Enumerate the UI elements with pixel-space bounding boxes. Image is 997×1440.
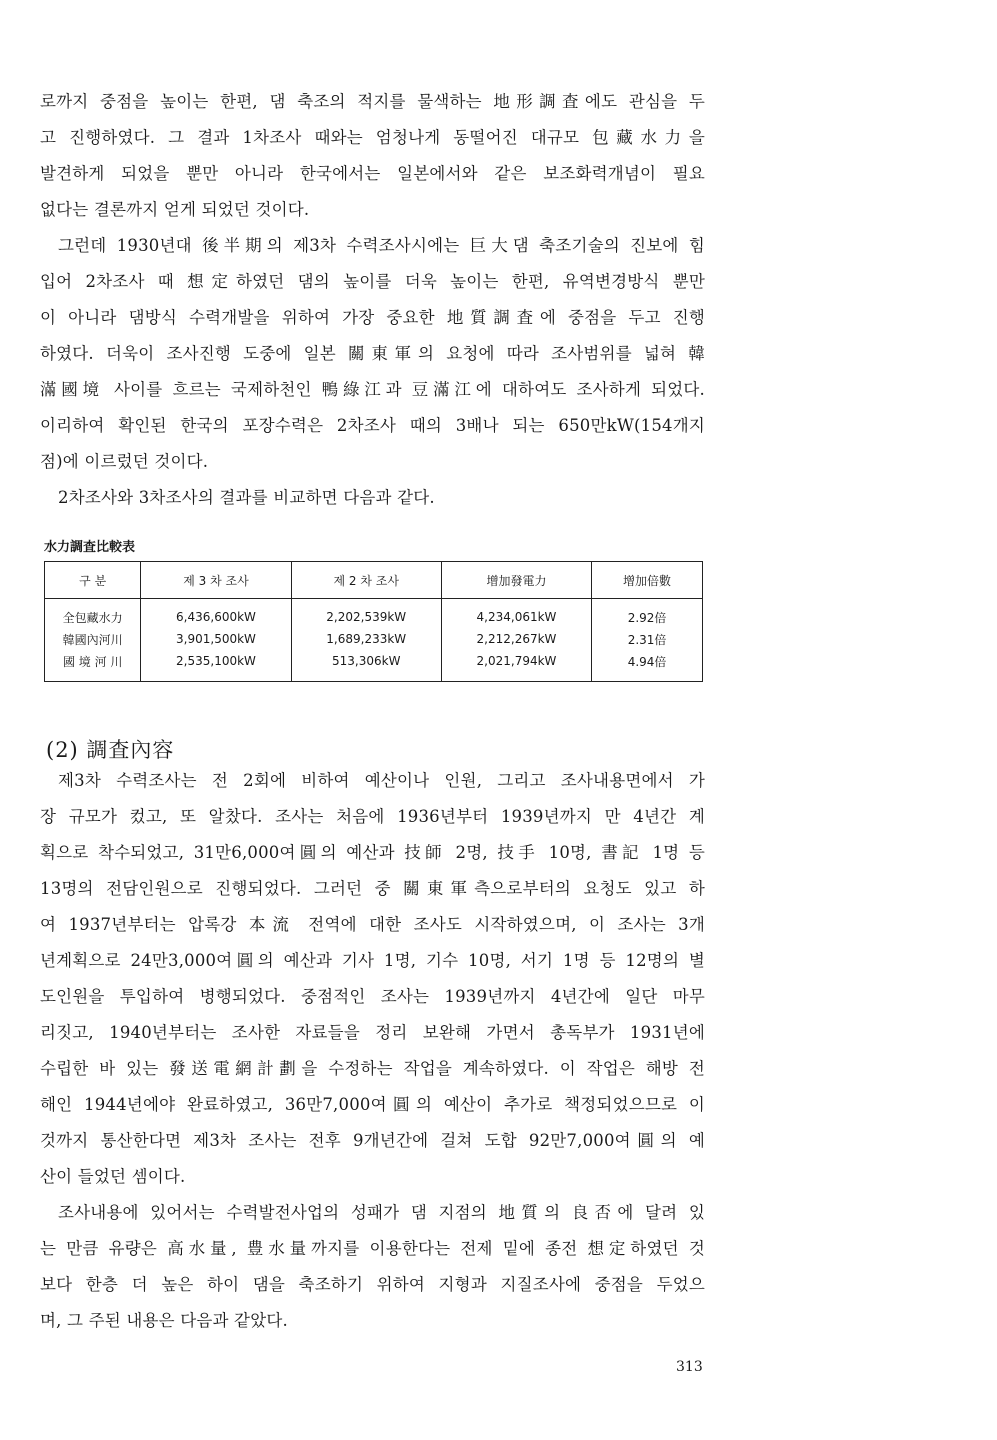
- table-cell: 2,535,100kW: [141, 650, 291, 682]
- hydropower-comparison-table: [44, 561, 703, 682]
- table-cell: 2.31倍: [592, 628, 703, 650]
- text-line: 며, 그 주된 내용은 다음과 같았다.: [40, 1311, 288, 1330]
- text-line: 2차조사와 3차조사의 결과를 비교하면 다음과 같다.: [58, 488, 435, 507]
- table-row: [45, 599, 703, 629]
- column-header: 增加倍數: [592, 562, 703, 599]
- table-caption: 水力調査比較表: [44, 540, 136, 555]
- column-header: 제 2 차 조사: [291, 562, 441, 599]
- text-line: 리짓고, 1940년부터는 조사한 자료들을 정리 보완해 가면서 총독부가 1931년에: [40, 1023, 705, 1042]
- text-line: 년계획으로 24만3,000여圓의 예산과 기사 1명, 기수 10명, 서기 1명 등 12명의 별: [40, 951, 705, 970]
- column-header: 제 3 차 조사: [141, 562, 291, 599]
- text-line: 이리하여 확인된 한국의 포장수력은 2차조사 때의 3배나 되는 650만kW(154개지: [40, 416, 705, 435]
- paragraph-5: [40, 1195, 705, 1339]
- table-cell: 1,689,233kW: [291, 628, 441, 650]
- text-line: 조사내용에 있어서는 수력발전사업의 성패가 댐 지점의 地質의 良否에 달려 있: [58, 1203, 705, 1222]
- table-cell: 3,901,500kW: [141, 628, 291, 650]
- text-line: 산이 들었던 셈이다.: [40, 1167, 186, 1186]
- paragraph-4: [40, 763, 705, 1195]
- table-row: [45, 628, 703, 650]
- text-line: 것까지 통산한다면 제3차 조사는 전후 9개년간에 걸쳐 도합 92만7,000여圓의 예: [40, 1131, 705, 1150]
- column-header: 增加發電力: [441, 562, 591, 599]
- paragraph-3: [40, 480, 705, 516]
- table-cell: 2.92倍: [592, 599, 703, 629]
- text-line: 는 만큼 유량은 高水量, 豊水量까지를 이용한다는 전제 밑에 종전 想定하였던 것: [40, 1239, 705, 1258]
- text-line: 입어 2차조사 때 想定하였던 댐의 높이를 더욱 높이는 한편, 유역변경방식 뿐만: [40, 272, 705, 291]
- text-line: 보다 한층 더 높은 하이 댐을 축조하기 위하여 지형과 지질조사에 중점을 두었으: [40, 1275, 705, 1294]
- text-line: 장 규모가 컸고, 또 알찼다. 조사는 처음에 1936년부터 1939년까지 만 4년간 계: [40, 807, 705, 826]
- column-header: 구 분: [45, 562, 141, 599]
- text-line: 제3차 수력조사는 전 2회에 비하여 예산이나 인원, 그리고 조사내용면에서 가: [58, 771, 705, 790]
- text-line: 로까지 중점을 높이는 한편, 댐 축조의 적지를 물색하는 地形調査에도 관심을 두: [40, 92, 705, 111]
- table-cell: 4.94倍: [592, 650, 703, 682]
- page-number: 313: [676, 1359, 703, 1375]
- table-cell: 國 境 河 川: [45, 650, 141, 682]
- table-cell: 2,021,794kW: [441, 650, 591, 682]
- table-cell: 4,234,061kW: [441, 599, 591, 629]
- text-line: 고 진행하였다. 그 결과 1차조사 때와는 엄청나게 동떨어진 대규모 包藏水力을: [40, 128, 705, 147]
- text-line: 그런데 1930년대 後半期의 제3차 수력조사시에는 巨大댐 축조기술의 진보에 힘: [58, 236, 705, 255]
- table-cell: 2,202,539kW: [291, 599, 441, 629]
- text-line: 점)에 이르렀던 것이다.: [40, 452, 209, 471]
- section-title: (2) 調査內容: [46, 738, 175, 762]
- text-line: 획으로 착수되었고, 31만6,000여圓의 예산과 技師 2명, 技手 10명, 書記 1명 등: [40, 843, 705, 862]
- text-line: 도인원을 투입하여 병행되었다. 중점적인 조사는 1939년까지 4년간에 일단 마무: [40, 987, 705, 1006]
- text-line: 수립한 바 있는 發送電網計劃을 수정하는 작업을 계속하였다. 이 작업은 해방 전: [40, 1059, 705, 1078]
- paragraph-1: [40, 84, 705, 228]
- table-cell: 513,306kW: [291, 650, 441, 682]
- table-cell: 2,212,267kW: [441, 628, 591, 650]
- text-line: 13명의 전담인원으로 진행되었다. 그러던 중 關東軍측으로부터의 요청도 있고 하: [40, 879, 705, 898]
- text-line: 발견하게 되었을 뿐만 아니라 한국에서는 일본에서와 같은 보조화력개념이 필요: [40, 164, 705, 183]
- paragraph-2: [40, 228, 705, 480]
- text-line: 없다는 결론까지 얻게 되었던 것이다.: [40, 200, 310, 219]
- table-row: [45, 650, 703, 682]
- table-cell: 全包藏水力: [45, 599, 141, 629]
- text-line: 하였다. 더욱이 조사진행 도중에 일본 關東軍의 요청에 따라 조사범위를 넓혀 韓: [40, 344, 705, 363]
- table-cell: 韓國內河川: [45, 628, 141, 650]
- table-cell: 6,436,600kW: [141, 599, 291, 629]
- text-line: 滿國境 사이를 흐르는 국제하천인 鴨綠江과 豆滿江에 대하여도 조사하게 되었다.: [40, 380, 705, 399]
- table-header-row: [45, 562, 703, 599]
- text-line: 해인 1944년에야 완료하였고, 36만7,000여圓의 예산이 추가로 책정되었으므로 이: [40, 1095, 705, 1114]
- text-line: 여 1937년부터는 압록강 本流 전역에 대한 조사도 시작하였으며, 이 조사는 3개: [40, 915, 705, 934]
- text-line: 이 아니라 댐방식 수력개발을 위하여 가장 중요한 地質調査에 중점을 두고 진행: [40, 308, 705, 327]
